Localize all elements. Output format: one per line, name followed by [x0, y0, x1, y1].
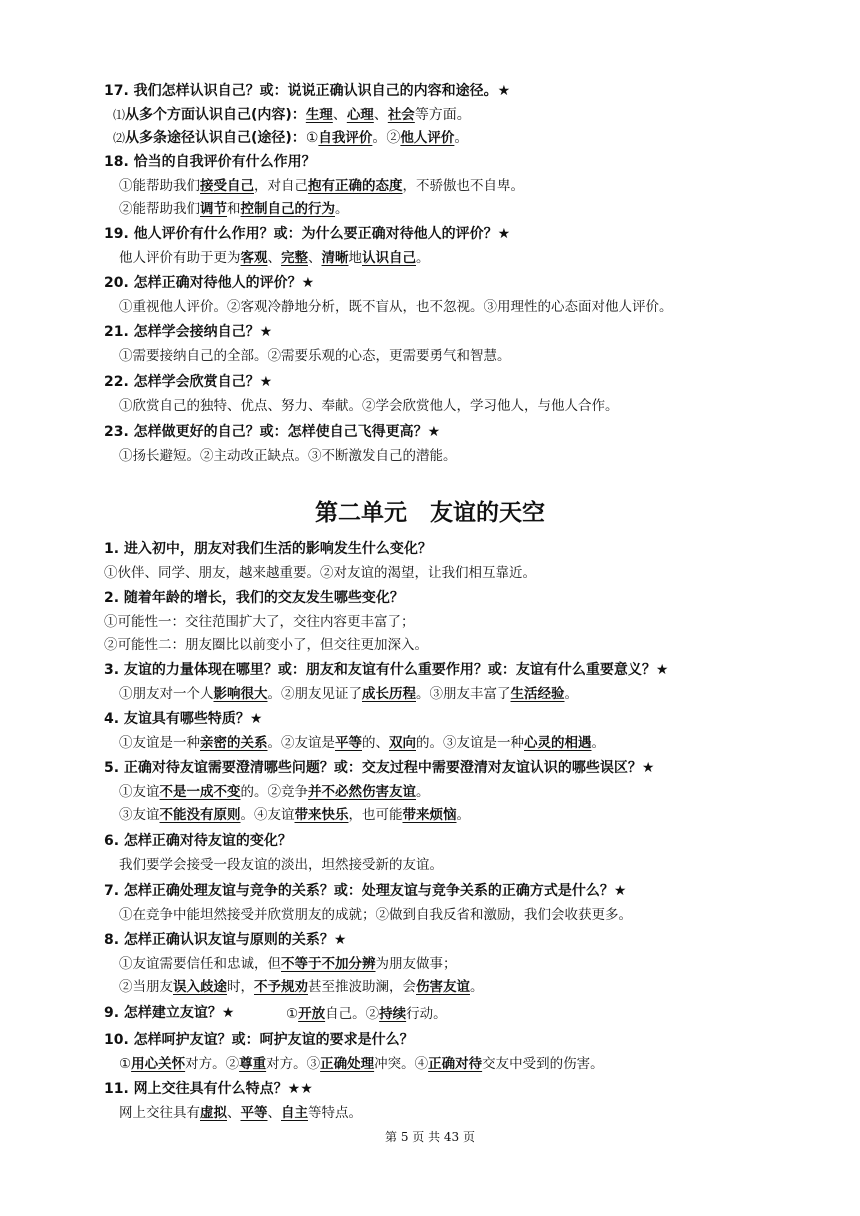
key-term: 平等 — [240, 1105, 268, 1121]
text-segment: 2. 随着年龄的增长，我们的交友发生哪些变化？ — [104, 590, 404, 606]
key-term: 成长历程 — [362, 686, 416, 702]
text-segment: 17. 我们怎样认识自己？或：说说正确认识自己的内容和途径。★ — [104, 83, 511, 99]
text-segment: ①友谊 — [119, 784, 160, 800]
text-segment: 对方。③ — [266, 1056, 321, 1072]
answer-line — [119, 444, 457, 464]
text-segment: ，对自己 — [254, 178, 308, 194]
question-heading — [104, 151, 316, 171]
question-heading — [104, 421, 440, 441]
key-term: 影响很大 — [213, 686, 268, 702]
text-segment: ⑵ — [113, 131, 126, 145]
answer-line — [104, 610, 415, 630]
text-segment: 18. 恰当的自我评价有什么作用？ — [104, 154, 316, 170]
key-term: 客观 — [240, 250, 268, 266]
key-term: 亲密的关系 — [200, 735, 268, 751]
key-term: 持续 — [379, 1006, 407, 1022]
text-segment: 网上交往具有 — [119, 1105, 200, 1121]
answer-line — [104, 561, 536, 581]
text-segment: 19. 他人评价有什么作用？或：为什么要正确对待他人的评价？★ — [104, 226, 511, 242]
key-term: 伤害友谊 — [416, 979, 470, 995]
text-segment: 。②朋友见证了 — [267, 686, 362, 702]
text-segment: 从多条途径认识自己(途径)： — [125, 130, 306, 146]
text-segment: ②可能性二：朋友圈比以前变小了，但交往更加深入。 — [104, 637, 428, 653]
question-heading — [104, 223, 510, 243]
question-heading — [104, 371, 272, 391]
key-term: 心灵的相遇 — [524, 735, 592, 751]
text-segment: 。② — [372, 130, 401, 146]
text-segment: 、 — [308, 250, 322, 266]
text-segment: 的。③友谊是一种 — [416, 735, 524, 751]
key-term: 不予规劝 — [254, 979, 308, 995]
key-term: 并不必然伤害友谊 — [308, 784, 416, 800]
text-segment: 3. 友谊的力量体现在哪里？或：朋友和友谊有什么重要作用？或：友谊有什么重要意义？★ — [104, 662, 669, 678]
text-segment: 、 — [332, 107, 347, 123]
text-segment: ②能帮助我们 — [119, 201, 200, 217]
answer-line — [119, 246, 430, 266]
unit-title: 第二单元 友谊的天空 — [315, 500, 545, 526]
text-segment: 交友中受到的伤害。 — [482, 1056, 604, 1072]
text-segment: ① — [119, 1056, 132, 1072]
question-heading — [104, 272, 314, 292]
question-heading — [104, 708, 262, 728]
text-segment: 4. 友谊具有哪些特质？★ — [104, 711, 263, 727]
text-segment: 冲突。④ — [374, 1056, 429, 1072]
question-heading — [104, 1029, 414, 1049]
question-heading — [104, 830, 292, 850]
question-heading — [104, 587, 404, 607]
text-segment: 。 — [564, 686, 578, 702]
question-heading — [104, 80, 510, 100]
text-segment: 的。②竞争 — [240, 784, 308, 800]
key-term: 正确处理 — [320, 1056, 375, 1072]
text-segment: ①需要接纳自己的全部。②需要乐观的心态，更需要勇气和智慧。 — [119, 348, 511, 364]
key-term: 虚拟 — [200, 1105, 227, 1121]
text-segment: 甚至推波助澜，会 — [308, 979, 416, 995]
text-segment: 的、 — [362, 735, 389, 751]
text-segment: ②当朋友 — [119, 979, 173, 995]
key-term: 心理 — [346, 107, 374, 123]
text-segment: ①友谊需要信任和忠诚，但 — [119, 956, 281, 972]
answer-line — [119, 682, 578, 702]
text-segment: 。③朋友丰富了 — [416, 686, 511, 702]
text-segment: ① — [305, 130, 319, 146]
text-segment: ，不骄傲也不自卑。 — [402, 178, 524, 194]
answer-line — [119, 903, 632, 923]
text-segment: 、 — [267, 250, 281, 266]
text-segment: 自己。② — [325, 1006, 380, 1022]
question-heading — [104, 538, 432, 558]
key-term: 误入歧途 — [173, 979, 227, 995]
answer-line — [119, 780, 430, 800]
key-term: 抱有正确的态度 — [308, 178, 403, 194]
answer-line — [119, 1052, 604, 1072]
key-term: 调节 — [200, 201, 227, 217]
text-segment: 、 — [373, 107, 388, 123]
text-segment: 11. 网上交往具有什么特点？★★ — [104, 1081, 313, 1097]
question-heading — [104, 1002, 234, 1022]
key-term: 不是一成不变 — [159, 784, 241, 800]
text-segment: ，也可能 — [348, 807, 403, 823]
question-heading — [104, 321, 272, 341]
text-segment: 。 — [591, 735, 605, 751]
text-segment: 10. 怎样呵护友谊？或：呵护友谊的要求是什么？ — [104, 1032, 414, 1048]
key-term: 不能没有原则 — [159, 807, 241, 823]
text-segment: 。 — [416, 784, 430, 800]
text-segment: 等方面。 — [414, 107, 471, 123]
text-segment: 为朋友做事； — [375, 956, 457, 972]
key-term: 生活经验 — [510, 686, 565, 702]
question-heading — [104, 1078, 313, 1098]
answer-line — [119, 344, 511, 364]
text-segment: 和 — [227, 201, 241, 217]
text-segment: 我们要学会接受一段友谊的淡出，坦然接受新的友谊。 — [119, 857, 443, 873]
text-segment: ①扬长避短。②主动改正缺点。③不断激发自己的潜能。 — [119, 448, 457, 464]
question-heading — [104, 659, 668, 679]
key-term: 带来烦恼 — [402, 807, 457, 823]
key-term: 他人评价 — [400, 130, 455, 146]
key-term: 生理 — [305, 107, 333, 123]
answer-line — [119, 731, 605, 751]
key-term: 接受自己 — [200, 178, 254, 194]
text-segment: 他人评价有助于更为 — [119, 250, 241, 266]
text-segment: 。 — [456, 807, 470, 823]
text-segment: ① — [286, 1006, 299, 1022]
text-segment: 9. 怎样建立友谊？★ — [104, 1005, 235, 1021]
text-segment: 地 — [348, 250, 362, 266]
text-segment: ①友谊是一种 — [119, 735, 200, 751]
text-segment: 对方。② — [185, 1056, 240, 1072]
text-segment: ①欣赏自己的独特、优点、努力、奉献。②学会欣赏他人，学习他人，与他人合作。 — [119, 398, 619, 414]
text-segment: 23. 怎样做更好的自己？或：怎样使自己飞得更高？★ — [104, 424, 441, 440]
text-segment: 。 — [416, 250, 430, 266]
answer-line — [286, 1002, 447, 1022]
text-segment: 21. 怎样学会接纳自己？★ — [104, 324, 273, 340]
text-segment: 时， — [227, 979, 254, 995]
text-segment: 6. 怎样正确对待友谊的变化？ — [104, 833, 292, 849]
answer-line — [119, 174, 524, 194]
answer-line — [113, 103, 471, 124]
question-heading — [104, 929, 346, 949]
text-segment: 。④友谊 — [240, 807, 295, 823]
question-heading — [104, 880, 626, 900]
text-segment: 、 — [227, 1105, 241, 1121]
key-term: 正确对待 — [428, 1056, 483, 1072]
text-segment: ③友谊 — [119, 807, 160, 823]
text-segment: 1. 进入初中，朋友对我们生活的影响发生什么变化？ — [104, 541, 432, 557]
text-segment: ⑴ — [113, 108, 126, 122]
text-segment: ①可能性一：交往范围扩大了，交往内容更丰富了； — [104, 614, 415, 630]
answer-line — [119, 197, 349, 217]
text-segment: 5. 正确对待友谊需要澄清哪些问题？或：交友过程中需要澄清对友谊认识的哪些误区？★ — [104, 760, 655, 776]
question-heading — [104, 757, 654, 777]
answer-line — [119, 803, 470, 823]
text-segment: 。 — [470, 979, 484, 995]
text-segment: 。 — [454, 130, 469, 146]
key-term: 用心关怀 — [131, 1056, 186, 1072]
key-term: 社会 — [387, 107, 415, 123]
answer-line — [119, 394, 619, 414]
key-term: 完整 — [281, 250, 308, 266]
answer-line — [119, 952, 457, 972]
text-segment: 7. 怎样正确处理友谊与竞争的关系？或：处理友谊与竞争关系的正确方式是什么？★ — [104, 883, 627, 899]
answer-line — [113, 126, 468, 147]
key-term: 双向 — [389, 735, 416, 751]
page-footer: 第 5 页 共 43 页 — [385, 1130, 475, 1144]
text-segment: ①能帮助我们 — [119, 178, 200, 194]
text-segment: 22. 怎样学会欣赏自己？★ — [104, 374, 273, 390]
answer-line — [119, 1101, 362, 1121]
key-term: 控制自己的行为 — [240, 201, 335, 217]
text-segment: 等特点。 — [308, 1105, 362, 1121]
text-segment: ①重视他人评价。②客观冷静地分析，既不盲从，也不忽视。③用理性的心态面对他人评价。 — [119, 299, 673, 315]
text-segment: 从多个方面认识自己(内容)： — [125, 107, 306, 123]
key-term: 自主 — [281, 1105, 308, 1121]
answer-line — [104, 633, 428, 653]
key-term: 自我评价 — [318, 130, 373, 146]
text-segment: ①伙伴、同学、朋友，越来越重要。②对友谊的渴望，让我们相互靠近。 — [104, 565, 536, 581]
text-segment: 、 — [267, 1105, 281, 1121]
key-term: 平等 — [335, 735, 362, 751]
answer-line — [119, 853, 443, 873]
answer-line — [119, 295, 673, 315]
text-segment: ①朋友对一个人 — [119, 686, 214, 702]
key-term: 不等于不加分辨 — [281, 956, 376, 972]
key-term: 尊重 — [239, 1056, 267, 1072]
key-term: 开放 — [298, 1006, 326, 1022]
text-segment: 8. 怎样正确认识友谊与原则的关系？★ — [104, 932, 347, 948]
key-term: 清晰 — [321, 250, 349, 266]
text-segment: 。 — [335, 201, 349, 217]
key-term: 认识自己 — [362, 250, 416, 266]
text-segment: 。②友谊是 — [267, 735, 335, 751]
key-term: 带来快乐 — [294, 807, 349, 823]
text-segment: 行动。 — [406, 1006, 447, 1022]
text-segment: ①在竞争中能坦然接受并欣赏朋友的成就；②做到自我反省和激励，我们会收获更多。 — [119, 907, 632, 923]
text-segment: 20. 怎样正确对待他人的评价？★ — [104, 275, 315, 291]
answer-line — [119, 975, 484, 995]
